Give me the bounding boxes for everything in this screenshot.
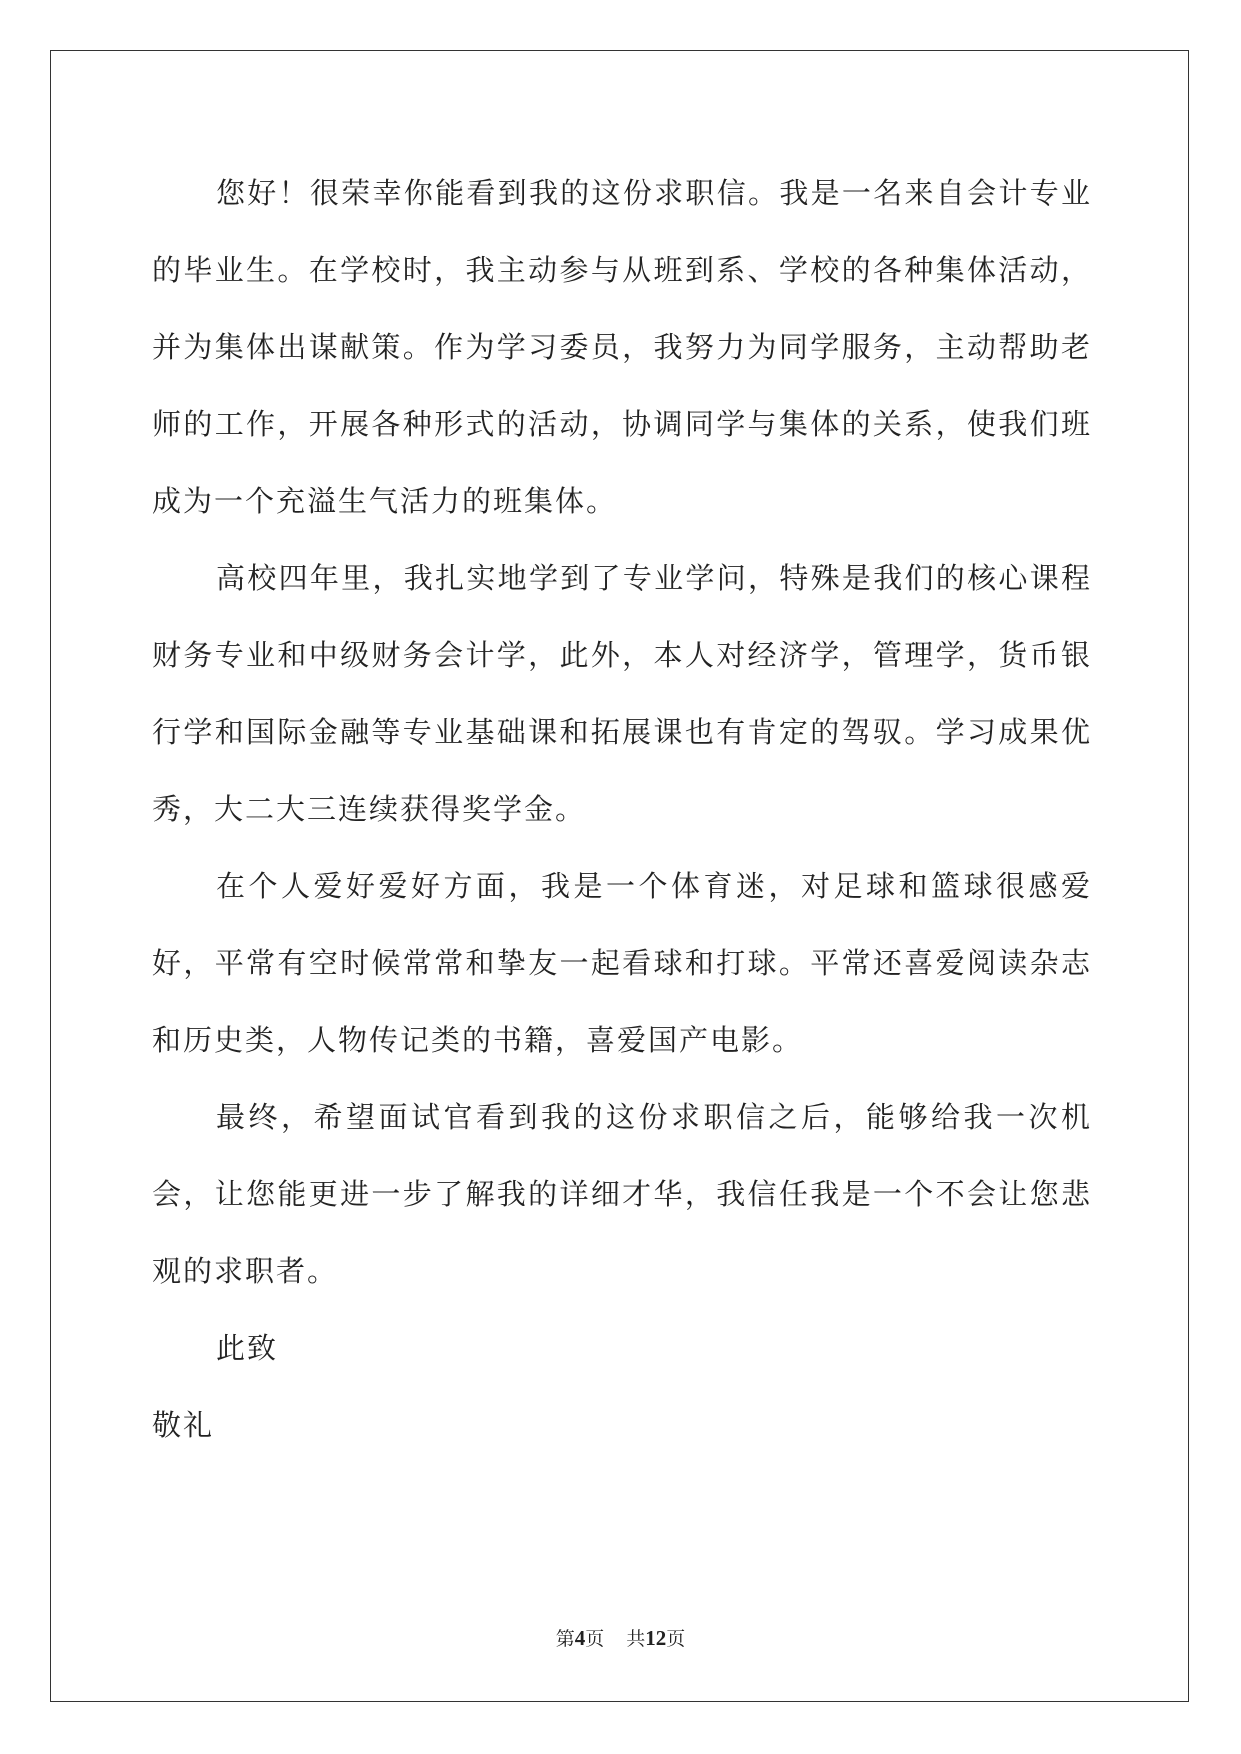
- closing-line: 此致: [216, 1331, 279, 1365]
- footer-prefix: 第: [555, 1628, 575, 1650]
- salute-line: 敬礼: [152, 1408, 215, 1442]
- paragraph-hobbies: 在个人爱好爱好方面，我是一个体育迷，对足球和篮球很感爱好，平常有空时候常常和挚友一起看球和打球。平常还喜爱阅读杂志和历史类，人物传记类的书籍，喜爱国产电影。: [152, 869, 1092, 1057]
- paragraph-conclusion: 最终，希望面试官看到我的这份求职信之后，能够给我一次机会，让您能更进一步了解我的详细才华，我信任我是一个不会让您悲观的求职者。: [152, 1100, 1092, 1288]
- letter-body: [152, 155, 1092, 1464]
- footer-total-prefix: 共: [626, 1628, 646, 1650]
- footer-total-pages: 12: [645, 1626, 667, 1650]
- footer-total-suffix: 页: [666, 1628, 686, 1650]
- page-footer: [0, 1624, 1241, 1651]
- paragraph-intro: 您好！很荣幸你能看到我的这份求职信。我是一名来自会计专业的毕业生。在学校时，我主动参与从班到系、学校的各种集体活动，并为集体出谋献策。作为学习委员，我努力为同学服务，主动帮助老师的工作，开展各种形式的活动，协调同学与集体的关系，使我们班成为一个充溢生气活力的班集体。: [152, 176, 1092, 518]
- footer-page-number: 4: [574, 1626, 586, 1650]
- paragraph-education: 高校四年里，我扎实地学到了专业学问，特殊是我们的核心课程财务专业和中级财务会计学，此外，本人对经济学，管理学，货币银行学和国际金融等专业基础课和拓展课也有肯定的驾驭。学习成果优秀，大二大三连续获得奖学金。: [152, 561, 1092, 826]
- footer-page-suffix: 页: [585, 1628, 605, 1650]
